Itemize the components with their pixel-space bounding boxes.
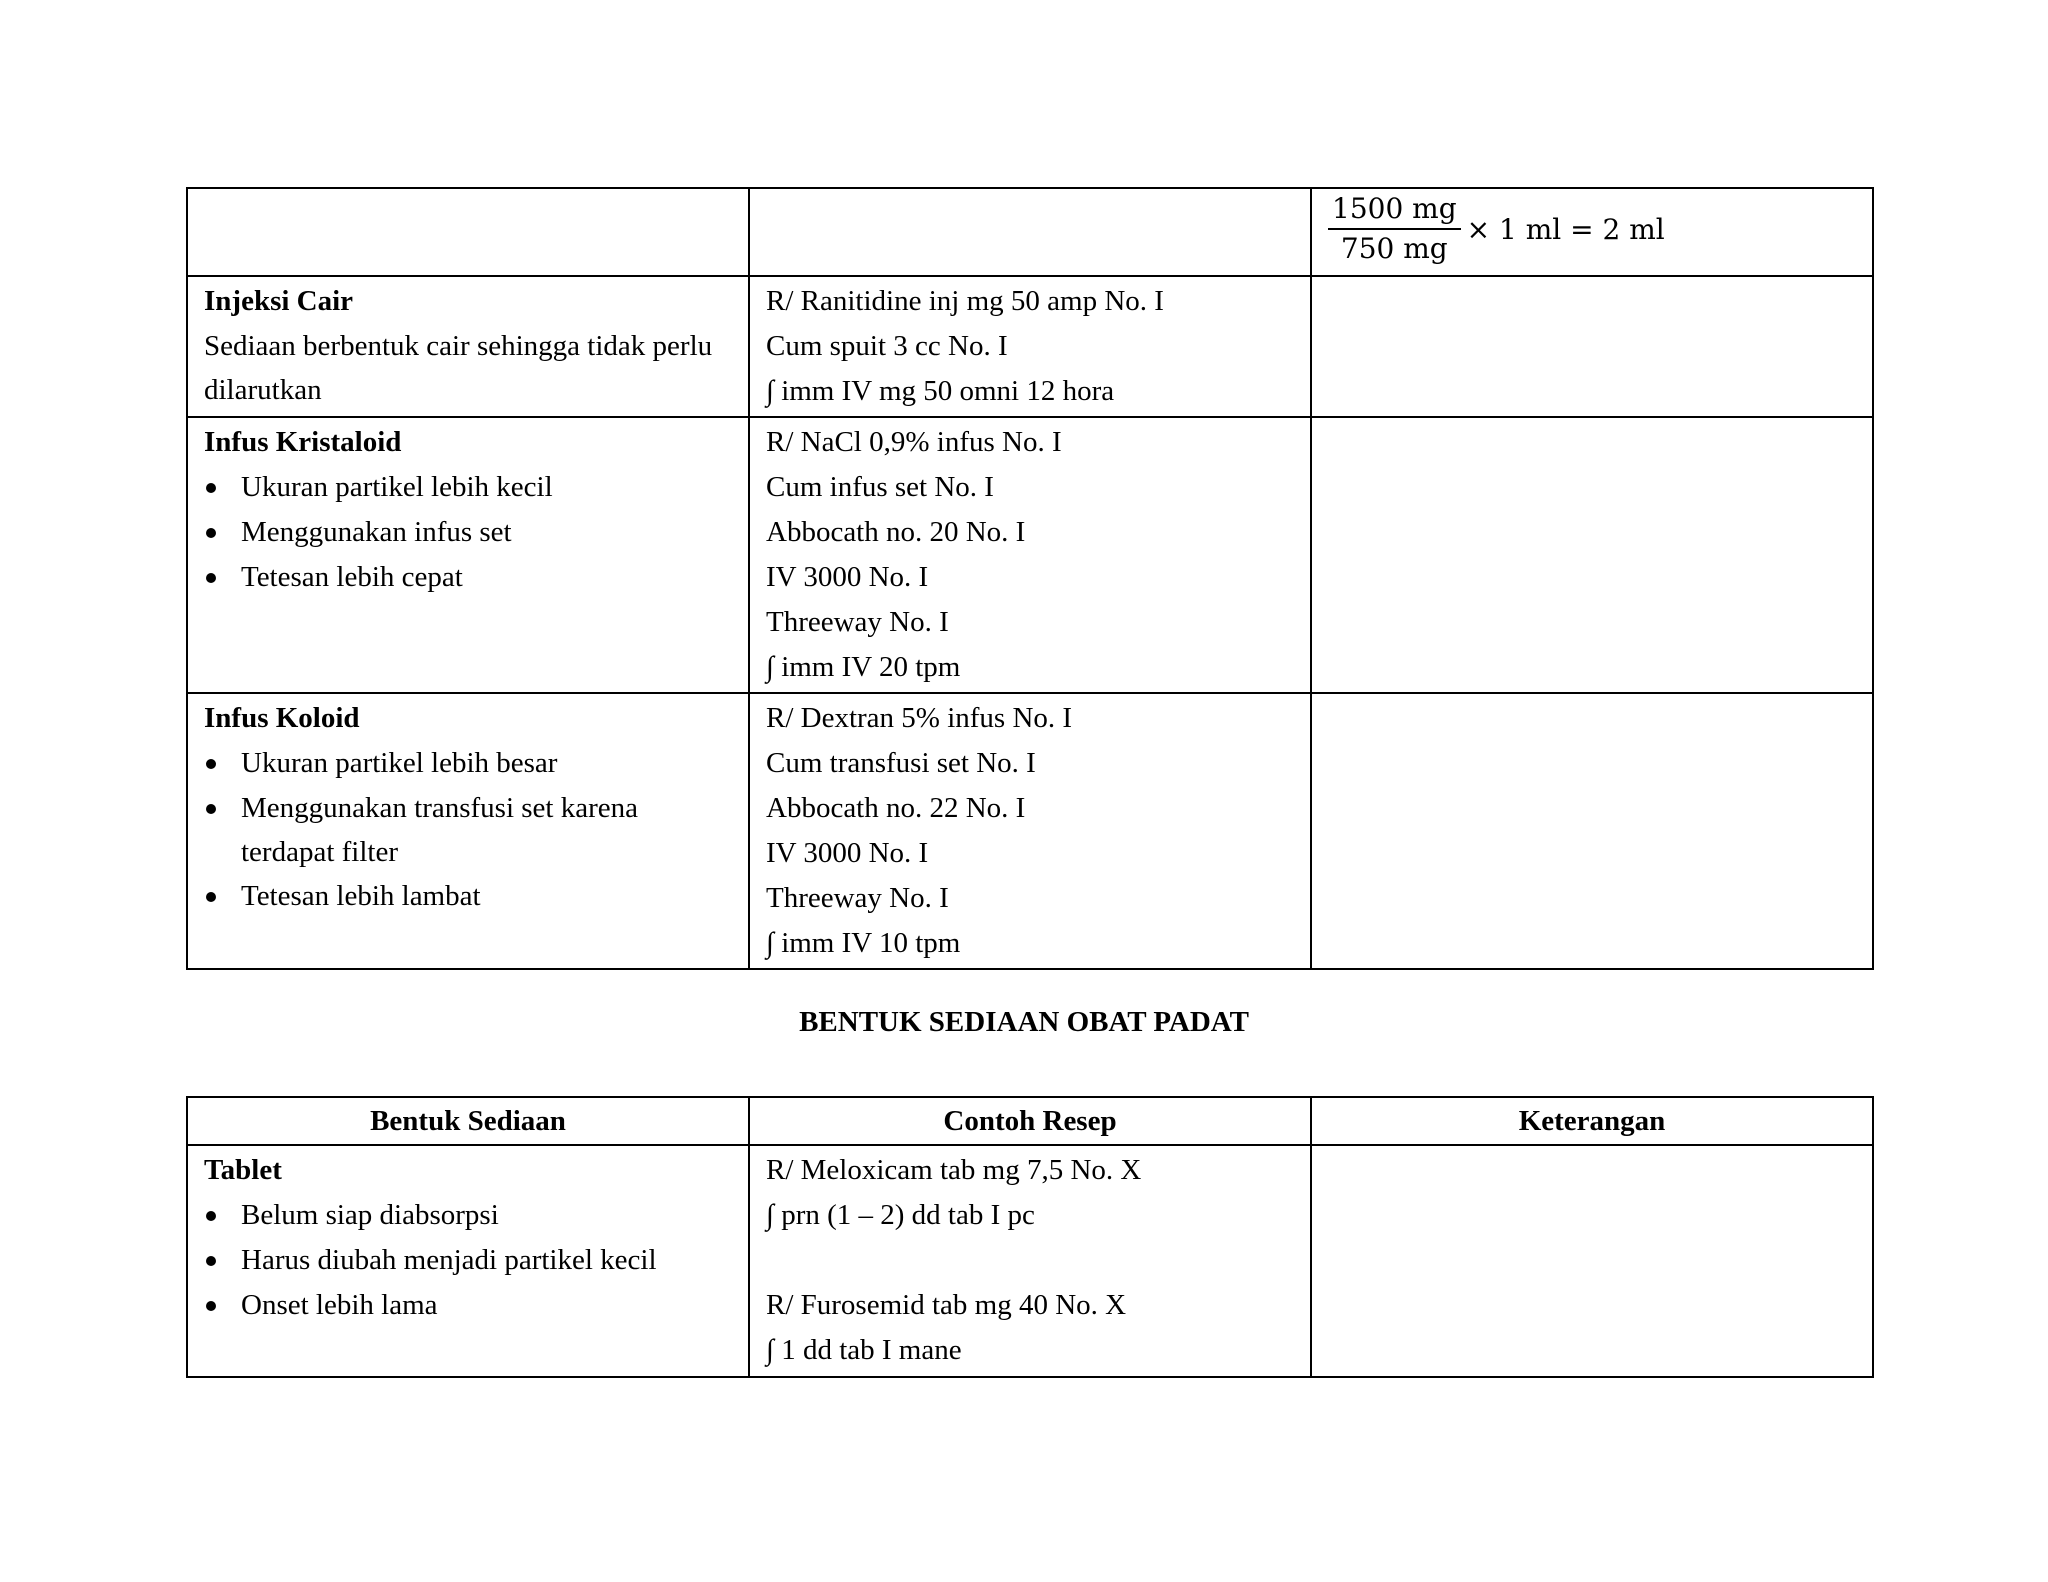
recipe-line: R/ Furosemid tab mg 40 No. X bbox=[766, 1289, 1127, 1321]
recipe-cell bbox=[749, 276, 1311, 417]
recipe-line: ∫ prn (1 – 2) dd tab I pc bbox=[766, 1199, 1035, 1231]
bullet-icon bbox=[206, 1256, 216, 1266]
recipe-line: R/ Meloxicam tab mg 7,5 No. X bbox=[766, 1154, 1142, 1186]
table-row bbox=[187, 188, 1873, 276]
recipe-spacer bbox=[766, 1238, 1294, 1283]
recipe-line: R/ Ranitidine inj mg 50 amp No. I bbox=[766, 285, 1164, 317]
list-item bbox=[204, 1193, 732, 1238]
bullet-list bbox=[204, 1193, 732, 1328]
recipe-line: IV 3000 No. I bbox=[766, 837, 929, 869]
note-cell bbox=[1311, 693, 1873, 969]
recipe-line: Cum spuit 3 cc No. I bbox=[766, 330, 1008, 362]
formula-numerator: 1500 mg bbox=[1328, 190, 1461, 230]
list-item bbox=[204, 1238, 732, 1283]
list-item bbox=[204, 555, 732, 600]
formula-fraction bbox=[1328, 190, 1461, 268]
column-header: Bentuk Sediaan bbox=[187, 1097, 749, 1145]
recipe-line: ∫ imm IV 20 tpm bbox=[766, 651, 961, 683]
list-item bbox=[204, 786, 732, 874]
form-title: Injeksi Cair bbox=[204, 285, 354, 317]
list-item-text: Ukuran partikel lebih besar bbox=[241, 747, 558, 779]
form-title: Tablet bbox=[204, 1154, 282, 1186]
form-cell-injeksi-cair bbox=[187, 276, 749, 417]
table-row bbox=[187, 1145, 1873, 1377]
form-title: Infus Koloid bbox=[204, 702, 360, 734]
recipe-line: IV 3000 No. I bbox=[766, 561, 929, 593]
recipe-cell bbox=[749, 1145, 1311, 1377]
recipe-cell bbox=[749, 417, 1311, 693]
list-item-text: Menggunakan infus set bbox=[241, 516, 512, 548]
table-row bbox=[187, 417, 1873, 693]
list-item bbox=[204, 510, 732, 555]
note-cell bbox=[1311, 276, 1873, 417]
section-title: BENTUK SEDIAAN OBAT PADAT bbox=[799, 1006, 1249, 1038]
recipe-line: R/ NaCl 0,9% infus No. I bbox=[766, 426, 1062, 458]
form-title: Infus Kristaloid bbox=[204, 426, 402, 458]
bullet-icon bbox=[206, 528, 216, 538]
bullet-icon bbox=[206, 573, 216, 583]
list-item bbox=[204, 874, 732, 919]
recipe-line: ∫ imm IV 10 tpm bbox=[766, 927, 961, 959]
table-cell-empty bbox=[749, 188, 1311, 276]
bullet-icon bbox=[206, 1301, 216, 1311]
formula-denominator: 750 mg bbox=[1340, 232, 1448, 265]
bullet-icon bbox=[206, 1211, 216, 1221]
list-item-text: Ukuran partikel lebih kecil bbox=[241, 471, 553, 503]
table-header-row bbox=[187, 1097, 1873, 1145]
list-item bbox=[204, 465, 732, 510]
form-cell-infus-koloid bbox=[187, 693, 749, 969]
bullet-list bbox=[204, 465, 732, 600]
bullet-icon bbox=[206, 759, 216, 769]
list-item-text: Tetesan lebih cepat bbox=[241, 561, 463, 593]
column-header: Contoh Resep bbox=[749, 1097, 1311, 1145]
dose-formula-cell bbox=[1311, 188, 1873, 276]
recipe-line: Threeway No. I bbox=[766, 606, 949, 638]
list-item-text: Belum siap diabsorpsi bbox=[241, 1199, 499, 1231]
recipe-line: ∫ imm IV mg 50 omni 12 hora bbox=[766, 375, 1115, 407]
table-row bbox=[187, 276, 1873, 417]
recipe-line: Cum infus set No. I bbox=[766, 471, 994, 503]
list-item-text: Menggunakan transfusi set karena terdapat filter bbox=[241, 792, 639, 868]
table-row bbox=[187, 693, 1873, 969]
form-description: Sediaan berbentuk cair sehingga tidak perlu dilarutkan bbox=[204, 330, 713, 406]
recipe-cell bbox=[749, 693, 1311, 969]
column-header: Keterangan bbox=[1311, 1097, 1873, 1145]
preparation-table-liquid bbox=[186, 187, 1874, 970]
recipe-line: Abbocath no. 20 No. I bbox=[766, 516, 1026, 548]
recipe-line: Threeway No. I bbox=[766, 882, 949, 914]
note-cell bbox=[1311, 417, 1873, 693]
note-cell bbox=[1311, 1145, 1873, 1377]
list-item-text: Onset lebih lama bbox=[241, 1289, 438, 1321]
recipe-line: ∫ 1 dd tab I mane bbox=[766, 1334, 962, 1366]
dose-formula bbox=[1328, 189, 1856, 269]
list-item bbox=[204, 1283, 732, 1328]
list-item-text: Harus diubah menjadi partikel kecil bbox=[241, 1244, 657, 1276]
table-cell-empty bbox=[187, 188, 749, 276]
list-item-text: Tetesan lebih lambat bbox=[241, 880, 481, 912]
bullet-icon bbox=[206, 483, 216, 493]
list-item bbox=[204, 741, 732, 786]
form-cell-infus-kristaloid bbox=[187, 417, 749, 693]
bullet-icon bbox=[206, 804, 216, 814]
formula-result: × 1 ml = 2 ml bbox=[1466, 212, 1665, 246]
form-cell-tablet bbox=[187, 1145, 749, 1377]
bullet-list bbox=[204, 741, 732, 919]
bullet-icon bbox=[206, 892, 216, 902]
recipe-line: Abbocath no. 22 No. I bbox=[766, 792, 1026, 824]
preparation-table-solid bbox=[186, 1096, 1874, 1378]
recipe-line: R/ Dextran 5% infus No. I bbox=[766, 702, 1073, 734]
recipe-line: Cum transfusi set No. I bbox=[766, 747, 1036, 779]
